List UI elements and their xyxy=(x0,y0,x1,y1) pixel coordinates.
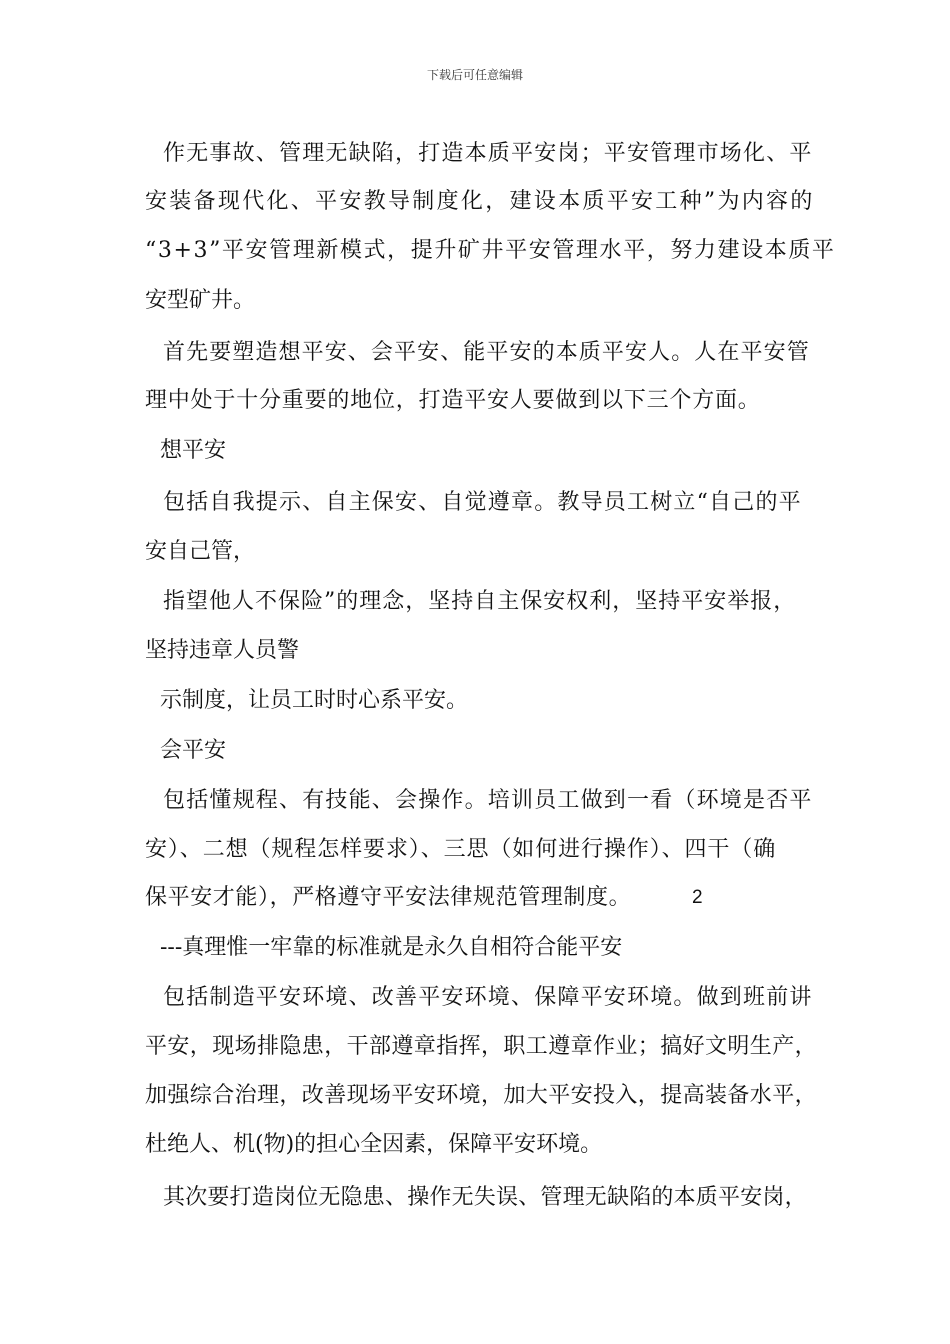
text-line: 包括懂规程、有技能、会操作。培训员工做到一看（环境是否平 xyxy=(163,788,813,813)
text-line: 理中处于十分重要的地位，打造平安人要做到以下三个方面。 xyxy=(145,388,761,413)
section-heading: 想平安 xyxy=(160,438,227,463)
page-header: 下载后可任意编辑 xyxy=(426,68,523,82)
text-line: 作无事故、管理无缺陷，打造本质平安岗；平安管理市场化、平 xyxy=(163,141,813,166)
page-number: 2 xyxy=(692,887,703,908)
text-line: 安自己管， xyxy=(145,539,256,564)
text-line: 坚持违章人员警 xyxy=(145,638,300,663)
text-line: 安）、二想（规程怎样要求）、三思（如何进行操作）、四干（确 xyxy=(145,837,777,862)
text-line: 示制度，让员工时时心系平安。 xyxy=(160,688,469,713)
text-line: 加强综合治理，改善现场平安环境，加大平安投入，提高装备水平， xyxy=(145,1083,818,1108)
text-line: 指望他人不保险”的理念，坚持自主保安权利，坚持平安举报， xyxy=(163,589,797,614)
text-line: 杜绝人、机(物)的担心全因素，保障平安环境。 xyxy=(145,1132,603,1157)
text-line: 包括制造平安环境、改善平安环境、保障平安环境。做到班前讲 xyxy=(163,985,813,1010)
text-line: 包括自我提示、自主保安、自觉遵章。教导员工树立“自己的平 xyxy=(163,490,802,515)
text-line: 安装备现代化、平安教导制度化，建设本质平安工种”为内容的 xyxy=(145,189,815,214)
section-heading: 会平安 xyxy=(160,738,227,763)
text-line: 平安，现场排隐患，干部遵章指挥，职工遵章作业；搞好文明生产， xyxy=(145,1034,818,1059)
text-line: 其次要打造岗位无隐患、操作无失误、管理无缺陷的本质平安岗， xyxy=(163,1185,807,1210)
text-line: 保平安才能），严格遵守平安法律规范管理制度。 xyxy=(145,885,632,910)
text-line: 首先要塑造想平安、会平安、能平安的本质平安人。人在平安管 xyxy=(163,340,810,365)
text-line: 安型矿井。 xyxy=(145,288,256,313)
text-line: “3+3”平安管理新模式，提升矿井平安管理水平，努力建设本质平 xyxy=(145,238,836,263)
section-heading: ---真理惟一牢靠的标准就是永久自相符合能平安 xyxy=(160,935,623,960)
